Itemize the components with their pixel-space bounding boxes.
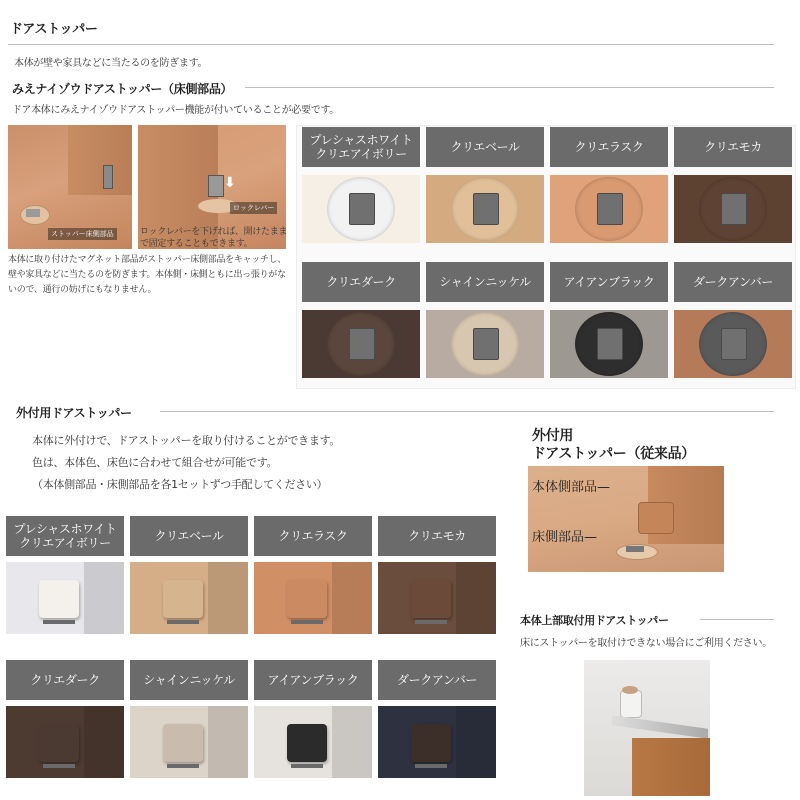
swatch-item [254, 516, 372, 634]
swatch-label: シャインニッケル [426, 262, 544, 302]
swatch-label: クリエダーク [6, 660, 124, 700]
floor-part-label-conventional: 床側部品 [532, 530, 585, 545]
section-external-stopper-title: 外付用ドアストッパー [16, 406, 132, 420]
top-mount-title: 本体上部取付用ドアストッパー [520, 614, 669, 627]
magnet-plate [721, 328, 747, 360]
swatch-item [130, 660, 248, 778]
body-part-label: 本体側部品 [532, 480, 598, 495]
arrow-down-icon: ⬇ [224, 175, 236, 191]
swatch-item [302, 127, 420, 243]
magnet-plate [721, 193, 747, 225]
box-stopper [163, 724, 203, 762]
swatch-photo [550, 175, 668, 243]
swatch-item [130, 516, 248, 634]
swatch-item [674, 127, 792, 243]
swatch-photo [302, 310, 420, 378]
swatch-photo [378, 562, 496, 634]
page-description: 本体が壁や家具などに当たるのを防ぎます。 [14, 58, 208, 69]
swatch-photo [254, 706, 372, 778]
stopper-base [415, 764, 447, 768]
stopper-base [415, 620, 447, 624]
swatch-photo [130, 706, 248, 778]
conventional-title-line2: ドアストッパー（従来品） [532, 446, 695, 462]
swatch-label: クリエベール [426, 127, 544, 167]
swatch-label: プレシャスホワイト クリエアイボリー [6, 516, 124, 556]
door-panel [332, 706, 372, 778]
swatch-item [550, 262, 668, 378]
external-desc-3: （本体側部品・床側部品を各1セットずつ手配してください） [32, 478, 328, 491]
swatch-photo [426, 175, 544, 243]
door-panel [456, 706, 496, 778]
floor-part-label: ストッパー床側部品 [48, 228, 117, 240]
conventional-photo: 本体側部品— 床側部品— [528, 466, 724, 572]
floor-part-photo [8, 125, 132, 249]
hidden-stopper-body: 本体に取り付けたマグネット部品がストッパー床側部品をキャッチし、壁や家具などに当たるのを防ぎます。本体側・床側ともに出っ張りがないので、通行の妨げにもなりません。 [8, 255, 287, 295]
swatch-photo [6, 706, 124, 778]
box-stopper [411, 724, 451, 762]
swatch-label: ダークアンバー [378, 660, 496, 700]
swatch-label: クリエモカ [674, 127, 792, 167]
swatch-photo [254, 562, 372, 634]
door-panel [208, 562, 248, 634]
swatch-item [550, 127, 668, 243]
swatch-item [378, 660, 496, 778]
swatch-label: クリエダーク [302, 262, 420, 302]
box-stopper [287, 724, 327, 762]
swatch-label: ダークアンバー [674, 262, 792, 302]
swatch-item [302, 262, 420, 378]
swatch-photo [426, 310, 544, 378]
door-panel [84, 562, 124, 634]
swatch-label: アイアンブラック [550, 262, 668, 302]
swatch-label: シャインニッケル [130, 660, 248, 700]
box-stopper [39, 580, 79, 618]
magnet-plate [473, 193, 499, 225]
box-stopper [163, 580, 203, 618]
swatch-label: クリエモカ [378, 516, 496, 556]
conventional-title-line1: 外付用 [532, 428, 574, 444]
magnet-plate [349, 328, 375, 360]
swatch-item [6, 516, 124, 634]
door-panel [332, 562, 372, 634]
swatch-photo [130, 562, 248, 634]
box-stopper [411, 580, 451, 618]
external-swatch-row-2 [6, 660, 500, 780]
swatch-item [6, 660, 124, 778]
swatch-photo [378, 706, 496, 778]
section-hidden-stopper-note: ドア本体にみえナイゾウドアストッパー機能が付いていることが必要です。 [12, 105, 339, 116]
section-hidden-stopper-title: みえナイゾウドアストッパー（床側部品） [12, 82, 233, 96]
lock-lever-caption: ロックレバーを下げれば、開けたままで固定することもできます。 [140, 227, 288, 249]
swatch-label: アイアンブラック [254, 660, 372, 700]
divider [8, 44, 774, 45]
stopper-base [43, 764, 75, 768]
stopper-base [291, 764, 323, 768]
swatch-row-2 [302, 262, 792, 382]
external-swatch-row-1 [6, 516, 500, 636]
box-stopper [39, 724, 79, 762]
top-mount-photo [584, 660, 710, 796]
stopper-base [43, 620, 75, 624]
swatch-label: クリエラスク [550, 127, 668, 167]
swatch-photo [674, 310, 792, 378]
divider [245, 87, 774, 88]
page-title: ドアストッパー [10, 22, 98, 37]
magnet-plate [597, 328, 623, 360]
swatch-label: クリエベール [130, 516, 248, 556]
magnet-plate [473, 328, 499, 360]
box-stopper [287, 580, 327, 618]
door-panel [456, 562, 496, 634]
swatch-photo [674, 175, 792, 243]
lock-lever-label: ロックレバー [230, 202, 277, 214]
door-panel [84, 706, 124, 778]
swatch-item [426, 127, 544, 243]
external-desc-2: 色は、本体色、床色に合わせて組合せが可能です。 [32, 456, 278, 469]
stopper-base [291, 620, 323, 624]
swatch-photo [6, 562, 124, 634]
swatch-item [426, 262, 544, 378]
external-desc-1: 本体に外付けで、ドアストッパーを取り付けることができます。 [32, 434, 341, 447]
stopper-base [167, 620, 199, 624]
swatch-label: クリエラスク [254, 516, 372, 556]
swatch-row-1 [302, 127, 792, 247]
swatch-label: プレシャスホワイト クリエアイボリー [302, 127, 420, 167]
magnet-plate [597, 193, 623, 225]
magnet-plate [349, 193, 375, 225]
swatch-item [378, 516, 496, 634]
top-mount-desc: 床にストッパーを取付けできない場合にご利用ください。 [520, 638, 772, 649]
divider [160, 411, 774, 412]
door-panel [208, 706, 248, 778]
swatch-photo [302, 175, 420, 243]
stopper-base [167, 764, 199, 768]
swatch-item [254, 660, 372, 778]
swatch-photo [550, 310, 668, 378]
divider [700, 619, 774, 620]
swatch-item [674, 262, 792, 378]
